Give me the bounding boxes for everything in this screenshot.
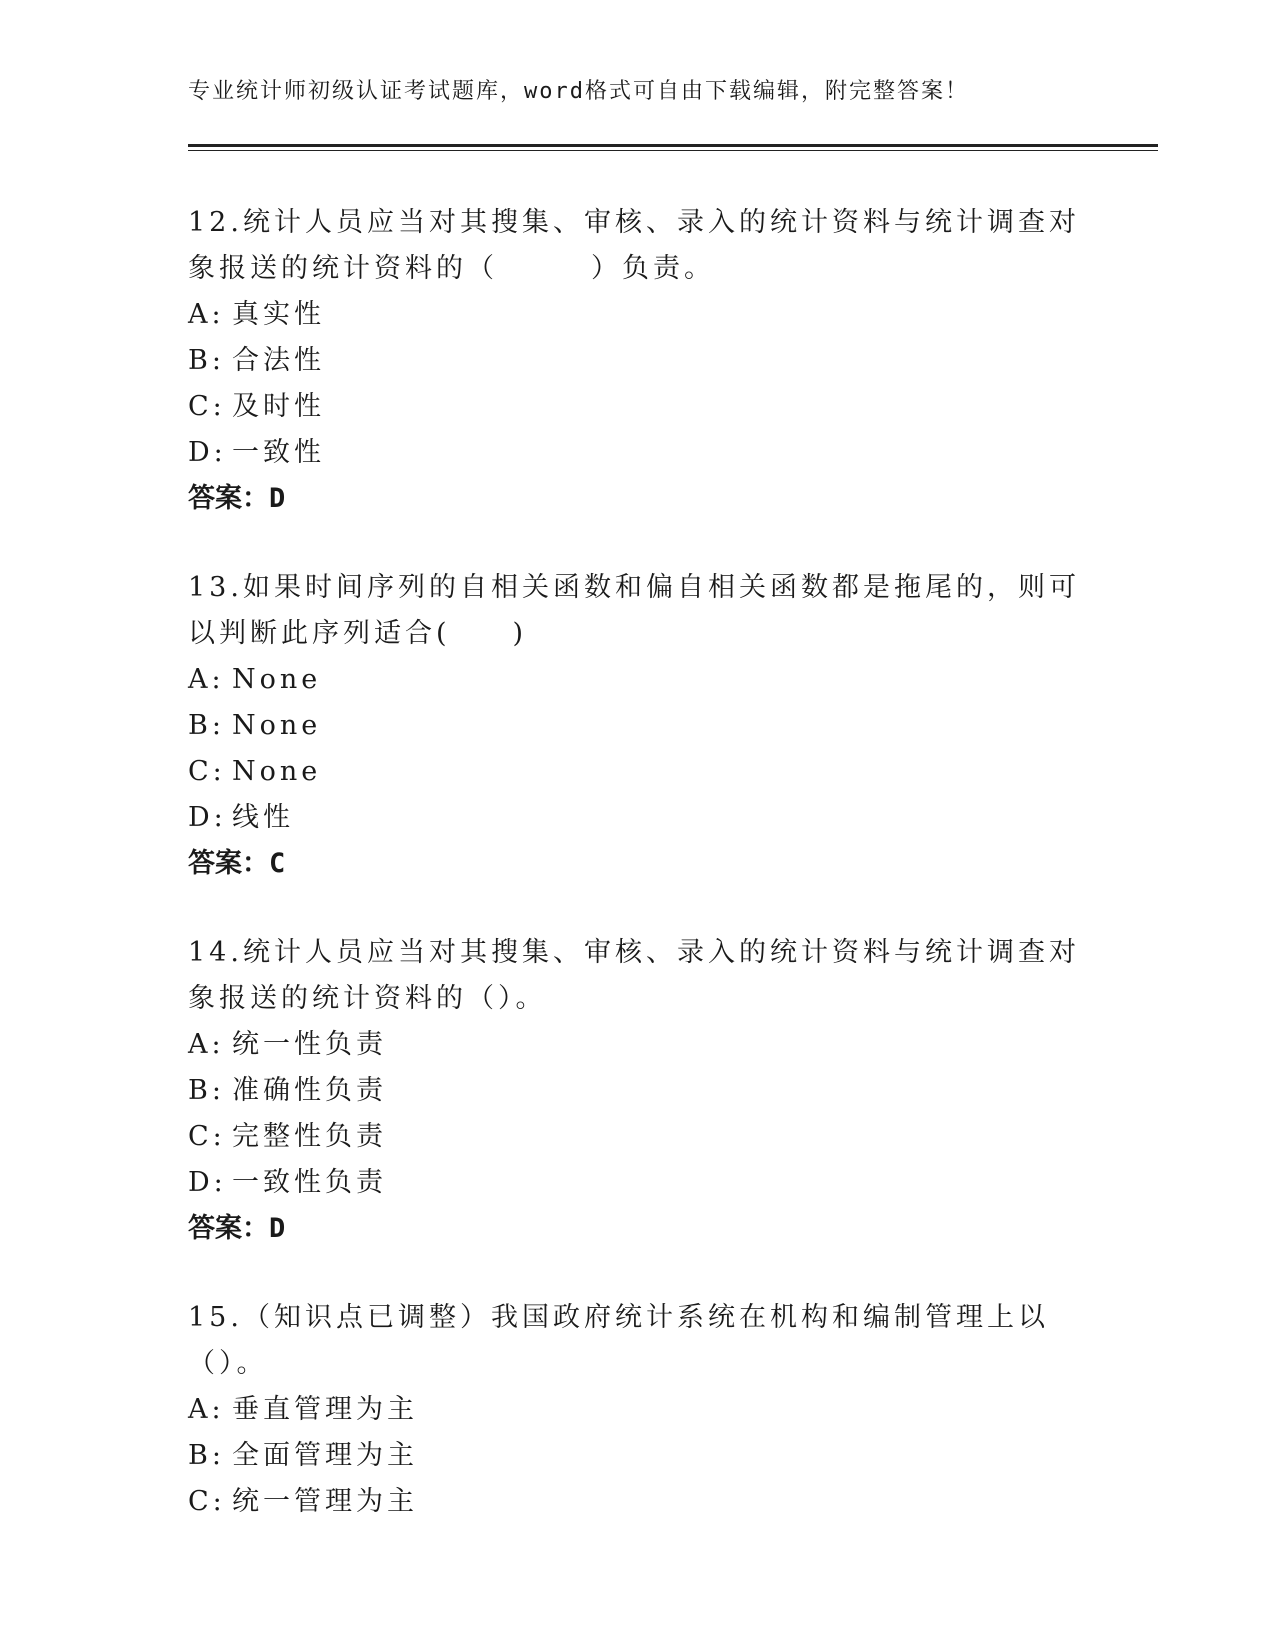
option-a bbox=[188, 292, 1088, 338]
page-header: 专业统计师初级认证考试题库，word格式可自由下载编辑，附完整答案！ bbox=[188, 79, 969, 104]
option-letter: D: bbox=[188, 437, 227, 468]
option-letter: A: bbox=[188, 1029, 225, 1060]
question-text: 12.统计人员应当对其搜集、审核、录入的统计资料与统计调查对象报送的统计资料的（ ）负责。 bbox=[188, 207, 1080, 284]
option-c bbox=[188, 384, 1088, 430]
option-b bbox=[188, 1068, 1088, 1114]
option-letter: D: bbox=[188, 802, 227, 833]
option-letter: B: bbox=[188, 1075, 225, 1106]
option-text: None bbox=[232, 710, 322, 741]
question-12 bbox=[188, 200, 1088, 522]
question-14 bbox=[188, 930, 1088, 1252]
answer-line: 答案：D bbox=[188, 1213, 286, 1244]
question-text: 13.如果时间序列的自相关函数和偏自相关函数都是拖尾的，则可以判断此序列适合( ) bbox=[188, 572, 1080, 649]
option-letter: C: bbox=[188, 1121, 226, 1152]
option-text: 统一管理为主 bbox=[232, 1486, 418, 1517]
option-letter: C: bbox=[188, 756, 226, 787]
option-b bbox=[188, 1433, 1088, 1479]
option-letter: B: bbox=[188, 345, 225, 376]
option-c bbox=[188, 1479, 1088, 1525]
option-text: 准确性负责 bbox=[232, 1075, 387, 1106]
option-text: 完整性负责 bbox=[232, 1121, 387, 1152]
option-text: None bbox=[232, 664, 322, 695]
option-letter: B: bbox=[188, 710, 225, 741]
question-text: 14.统计人员应当对其搜集、审核、录入的统计资料与统计调查对象报送的统计资料的（）。 bbox=[188, 937, 1080, 1014]
option-text: 真实性 bbox=[232, 299, 325, 330]
option-d bbox=[188, 1160, 1088, 1206]
question-list bbox=[188, 200, 1088, 1568]
option-text: 合法性 bbox=[232, 345, 325, 376]
option-text: 一致性 bbox=[232, 437, 325, 468]
option-d bbox=[188, 430, 1088, 476]
option-c bbox=[188, 749, 1088, 795]
answer-line: 答案：D bbox=[188, 483, 286, 514]
option-a bbox=[188, 657, 1088, 703]
option-text: 一致性负责 bbox=[232, 1167, 387, 1198]
option-text: 及时性 bbox=[232, 391, 325, 422]
header-divider bbox=[188, 144, 1158, 151]
option-letter: B: bbox=[188, 1440, 225, 1471]
option-letter: A: bbox=[188, 1394, 225, 1425]
option-b bbox=[188, 338, 1088, 384]
option-text: 全面管理为主 bbox=[232, 1440, 418, 1471]
option-a bbox=[188, 1387, 1088, 1433]
option-text: 垂直管理为主 bbox=[232, 1394, 418, 1425]
option-text: 统一性负责 bbox=[232, 1029, 387, 1060]
option-c bbox=[188, 1114, 1088, 1160]
option-b bbox=[188, 703, 1088, 749]
option-d bbox=[188, 795, 1088, 841]
question-text: 15.（知识点已调整）我国政府统计系统在机构和编制管理上以（）。 bbox=[188, 1302, 1049, 1379]
option-letter: A: bbox=[188, 299, 225, 330]
answer-line: 答案：C bbox=[188, 848, 286, 879]
option-letter: C: bbox=[188, 391, 226, 422]
option-letter: D: bbox=[188, 1167, 227, 1198]
question-15 bbox=[188, 1295, 1088, 1525]
option-text: 线性 bbox=[232, 802, 294, 833]
option-text: None bbox=[232, 756, 322, 787]
option-a bbox=[188, 1022, 1088, 1068]
option-letter: C: bbox=[188, 1486, 226, 1517]
question-13 bbox=[188, 565, 1088, 887]
option-letter: A: bbox=[188, 664, 225, 695]
